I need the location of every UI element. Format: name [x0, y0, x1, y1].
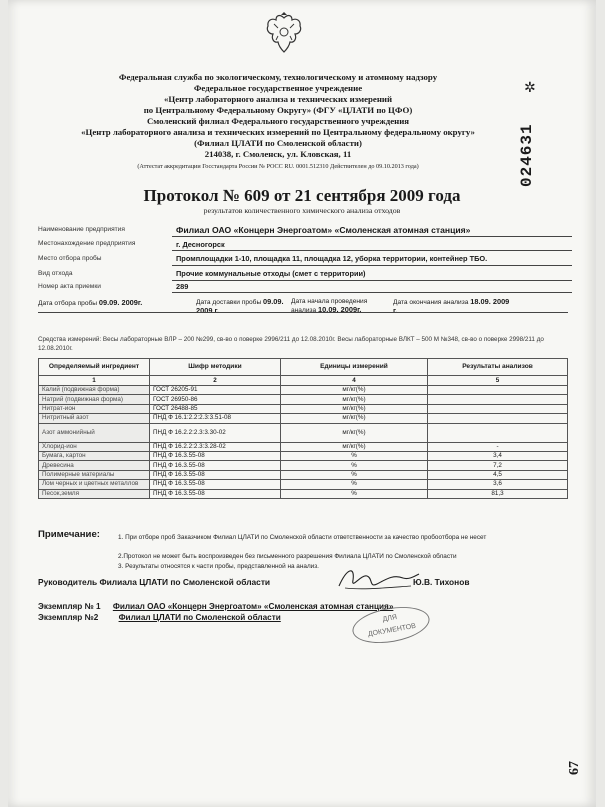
cell-method: ПНД Ф 16.3.55-08	[150, 461, 281, 470]
star-icon: ✲	[524, 81, 536, 96]
cell-result: 81,3	[428, 489, 568, 498]
cell-ingredient: Песок,земля	[39, 489, 150, 498]
analysis-end-date	[393, 298, 513, 316]
field-label-waste-type: Вид отхода	[38, 270, 73, 277]
cell-unit: мг/кг(%)	[281, 395, 428, 404]
attestat-line: (Аттестат аккредитации Госстандарта России № РОСС RU. 0001.512310 Действителен до 09.10.2013 года)	[137, 163, 419, 170]
cell-method: ПНД Ф 16.1:2.2:2.3:3.51-08	[150, 414, 281, 423]
header-line-7: (Филиал ЦЛАТИ по Смоленской области)	[194, 138, 362, 148]
cell-ingredient: Лом черных и цветных металлов	[39, 480, 150, 489]
cell-method: ГОСТ 26950-86	[150, 395, 281, 404]
header-line-4: по Центральному Федеральному Округу» (ФГУ «ЦЛАТИ по ЦФО)	[143, 105, 413, 115]
cell-result	[428, 404, 568, 413]
field-value-location: г. Десногорск	[176, 240, 225, 249]
stamp-text-1: ДЛЯ	[382, 613, 398, 624]
page-subtitle: результатов количественного химического анализа отходов	[203, 206, 401, 215]
delivery-date-value: 09.09. 2009 г.	[196, 297, 284, 315]
cell-ingredient: Азот аммонийный	[39, 423, 150, 442]
delivery-date	[196, 298, 286, 316]
field-value-act-number: 289	[176, 282, 189, 291]
delivery-date-label: Дата доставки пробы	[196, 299, 262, 306]
cell-method: ПНД Ф 16.3.55-08	[150, 470, 281, 479]
table-header-ingredient: Определяемый ингредиент	[39, 359, 150, 376]
table-colnum: 1	[39, 376, 150, 386]
analysis-start-label: Дата начала проведения анализа	[291, 298, 368, 314]
table-header-unit: Единицы измерений	[281, 359, 428, 376]
field-label-enterprise: Наименование предприятия	[38, 226, 125, 233]
page-title: Протокол № 609 от 21 сентября 2009 года	[143, 186, 461, 205]
cell-ingredient: Полимерные материалы	[39, 470, 150, 479]
cell-result	[428, 423, 568, 442]
double-headed-eagle-emblem	[264, 12, 304, 56]
measuring-instruments: Средства измерений: Весы лабораторные ВЛР – 200 №299, св-во о поверке 2996/211 до 12.08.2010г. Весы лабораторные ВЛКТ – 500 М №348, св-во о поверке 2998/211 до 12.08.2010г.	[38, 336, 544, 352]
header-line-3: «Центр лабораторного анализа и технических измерений	[163, 94, 393, 104]
field-label-act-number: Номер акта приемки	[38, 283, 101, 290]
cell-result	[428, 386, 568, 395]
cell-ingredient: Хлорид-ион	[39, 442, 150, 451]
serial-number: 024631	[518, 123, 536, 187]
cell-ingredient: Калий (подвижная форма)	[39, 386, 150, 395]
cell-ingredient: Бумага, картон	[39, 451, 150, 460]
cell-ingredient: Древесина	[39, 461, 150, 470]
field-value-enterprise: Филиал ОАО «Концерн Энергоатом» «Смоленская атомная станция»	[176, 225, 471, 235]
sampling-date-label: Дата отбора пробы	[38, 300, 98, 307]
copy-2	[38, 613, 281, 622]
dates-divider	[38, 312, 568, 313]
copy-1	[38, 602, 393, 611]
signature	[333, 562, 423, 598]
results-table	[38, 358, 568, 499]
table-row	[39, 480, 568, 489]
copy-2-value: Филиал ЦЛАТИ по Смоленской области	[118, 613, 281, 622]
table-row	[39, 404, 568, 413]
header-line-8: 214038, г. Смоленск, ул. Кловская, 11	[204, 149, 352, 159]
stamp-text-2: ДОКУМЕНТОВ	[367, 622, 417, 639]
cell-method: ПНД Ф 16.3.55-08	[150, 489, 281, 498]
cell-result: 7,2	[428, 461, 568, 470]
table-row	[39, 414, 568, 423]
table-colnum: 2	[150, 376, 281, 386]
cell-unit: %	[281, 470, 428, 479]
cell-ingredient: Нитритный азот	[39, 414, 150, 423]
header-line-2: Федеральное государственное учреждение	[193, 83, 363, 93]
cell-unit: %	[281, 461, 428, 470]
cell-method: ПНД Ф 16.2.2:2.3:3.30-02	[150, 423, 281, 442]
cell-unit: мг/кг(%)	[281, 386, 428, 395]
cell-unit: мг/кг(%)	[281, 404, 428, 413]
cell-method: ПНД Ф 16.3.55-08	[150, 451, 281, 460]
note-3: 3. Результаты относятся к части пробы, представленной на анализ.	[118, 563, 319, 570]
cell-method: ГОСТ 26205-91	[150, 386, 281, 395]
cell-result	[428, 395, 568, 404]
notes-label: Примечание:	[38, 529, 100, 540]
table-row	[39, 442, 568, 451]
field-divider	[172, 280, 572, 281]
table-header-method: Шифр методики	[150, 359, 281, 376]
analysis-end-value: 18.09. 2009 г.	[393, 297, 510, 315]
field-label-location: Местонахождение предприятия	[38, 240, 136, 247]
table-row	[39, 395, 568, 404]
table-row	[39, 386, 568, 395]
header-line-1: Федеральная служба по экологическому, технологическому и атомному надзору	[118, 72, 438, 82]
header-line-6: «Центр лабораторного анализа и технических измерений по Центральному федеральному округу»	[81, 127, 475, 137]
cell-method: ПНД Ф 16.2.2:2.3:3.28-02	[150, 442, 281, 451]
field-divider	[172, 265, 572, 266]
head-name: Ю.В. Тихонов	[413, 577, 470, 587]
cell-result: 3,4	[428, 451, 568, 460]
table-header-result: Результаты анализов	[428, 359, 568, 376]
cell-unit: мг/кг(%)	[281, 423, 428, 442]
copy-1-value: Филиал ОАО «Концерн Энергоатом» «Смоленская атомная станция»	[112, 602, 394, 611]
table-row	[39, 461, 568, 470]
copy-1-label: Экземпляр № 1	[38, 602, 101, 611]
cell-method: ПНД Ф 16.3.55-08	[150, 480, 281, 489]
field-divider	[172, 292, 572, 293]
analysis-start-value: 10.09. 2009г.	[318, 305, 362, 314]
cell-result: -	[428, 442, 568, 451]
table-row	[39, 423, 568, 442]
field-value-sampling-place: Промплощадки 1-10, площадка 11, площадка 12, уборка территории, контейнер ТБО.	[176, 254, 488, 263]
cell-unit: %	[281, 480, 428, 489]
head-title: Руководитель Филиала ЦЛАТИ по Смоленской области	[38, 577, 271, 587]
cell-unit: %	[281, 489, 428, 498]
analysis-end-label: Дата окончания анализа	[393, 299, 469, 306]
cell-unit: мг/кг(%)	[281, 442, 428, 451]
page-number: 67	[567, 761, 582, 775]
cell-result: 3,6	[428, 480, 568, 489]
header-line-5: Смоленский филиал Федерального государственного учреждения	[146, 116, 410, 126]
table-row	[39, 451, 568, 460]
cell-ingredient: Натрий (подвижная форма)	[39, 395, 150, 404]
cell-result: 4,5	[428, 470, 568, 479]
sampling-date	[38, 298, 142, 307]
cell-method: ГОСТ 26488-85	[150, 404, 281, 413]
note-2: 2.Протокол не может быть воспроизведен без письменного разрешения Филиала ЦЛАТИ по Смоленской области	[118, 553, 457, 560]
copy-2-label: Экземпляр №2	[38, 613, 99, 622]
note-1: 1. При отборе проб Заказчиком Филиал ЦЛАТИ по Смоленской области ответственности за качество пробоотбора не несет	[118, 534, 487, 541]
table-colnum: 5	[428, 376, 568, 386]
field-label-sampling-place: Место отбора пробы	[38, 255, 102, 262]
cell-unit: %	[281, 451, 428, 460]
table-colnum: 4	[281, 376, 428, 386]
document-page	[8, 0, 596, 807]
field-divider	[172, 236, 572, 237]
cell-unit: мг/кг(%)	[281, 414, 428, 423]
cell-ingredient: Нитрат-ион	[39, 404, 150, 413]
sampling-date-value: 09.09. 2009г.	[98, 298, 143, 307]
cell-result	[428, 414, 568, 423]
table-row	[39, 470, 568, 479]
table-row	[39, 489, 568, 498]
field-divider	[172, 250, 572, 251]
field-value-waste-type: Прочие коммунальные отходы (смет с территории)	[176, 269, 366, 278]
